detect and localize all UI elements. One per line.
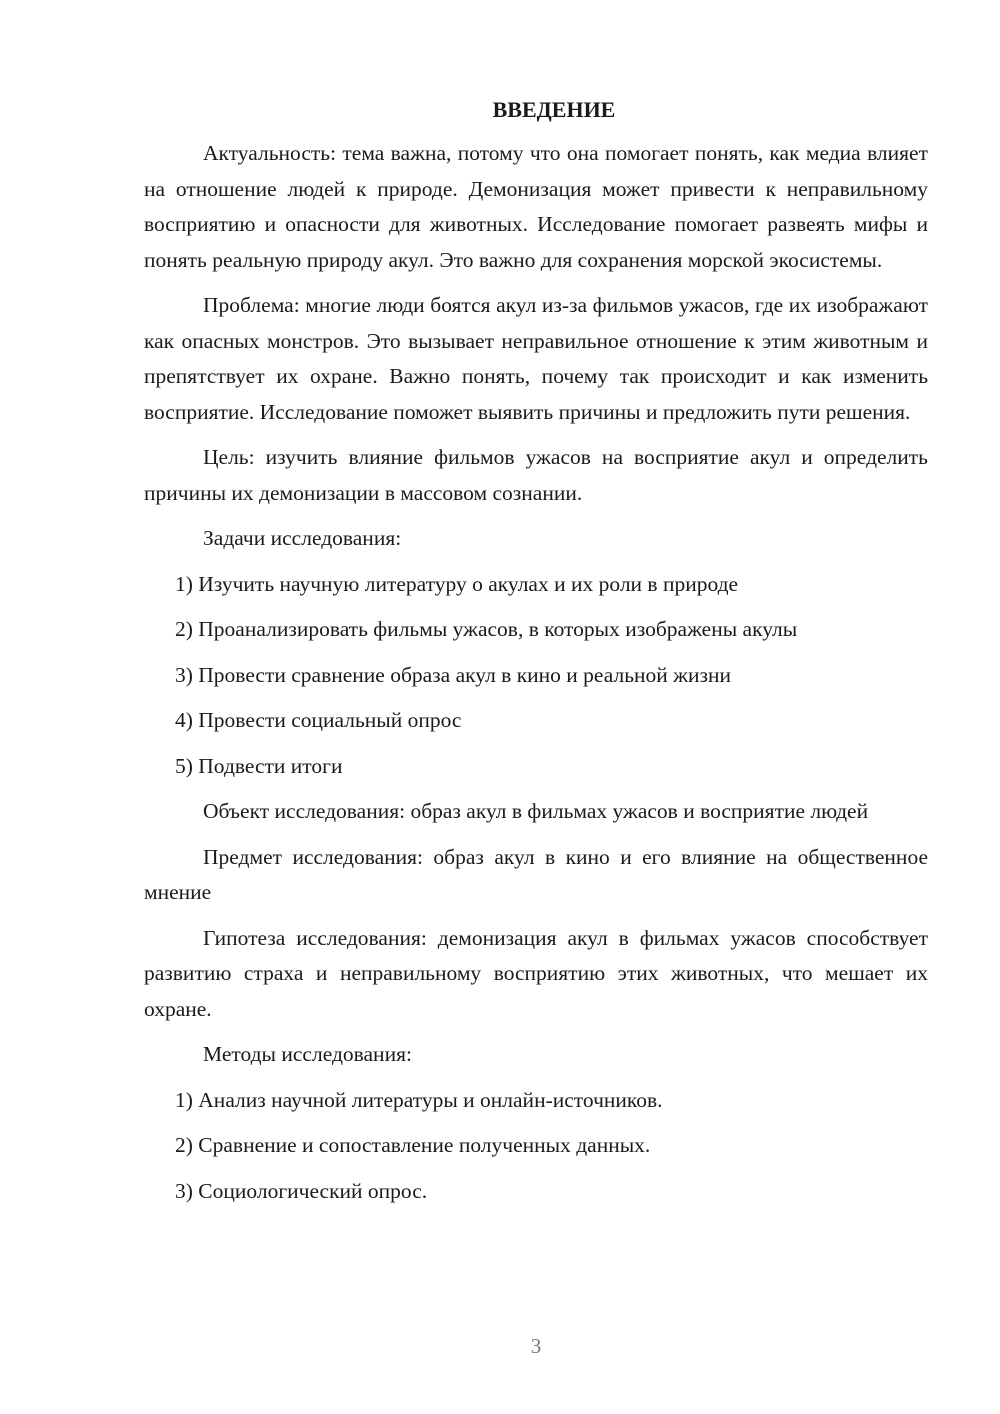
method-item: 1) Анализ научной литературы и онлайн-источников. — [175, 1087, 663, 1112]
section-title: ВВЕДЕНИЕ — [492, 97, 616, 122]
hypothesis-paragraph: Гипотеза исследования: демонизация акул в фильмах ужасов способствует развитию страха и неправильному восприятию этих животных, что мешает их охране. — [144, 925, 928, 1021]
relevance-paragraph: Актуальность: тема важна, потому что она помогает понять, как медиа влияет на отношение людей к природе. Демонизация может привести к неправильному восприятию и опасности для животных. Исследование помогает развеять мифы и понять реальную природу акул. Это важно для сохранения морской экосистемы. — [144, 141, 928, 272]
goal-paragraph: Цель: изучить влияние фильмов ужасов на восприятие акул и определить причины их демонизации в массовом сознании. — [144, 445, 928, 505]
task-item: 3) Провести сравнение образа акул в кино и реальной жизни — [175, 662, 731, 687]
page-number: 3 — [530, 1334, 542, 1358]
problem-paragraph: Проблема: многие люди боятся акул из-за фильмов ужасов, где их изображают как опасных монстров. Это вызывает неправильное отношение к этим животным и препятствует их охране. Важно понять, почему так происходит и как изменить восприятие. Исследование поможет выявить причины и предложить пути решения. — [144, 293, 928, 424]
task-item: 2) Проанализировать фильмы ужасов, в которых изображены акулы — [175, 617, 798, 641]
method-item: 3) Социологический опрос. — [175, 1178, 428, 1203]
methods-heading: Методы исследования: — [203, 1042, 412, 1066]
task-item: 5) Подвести итоги — [175, 753, 343, 778]
tasks-heading: Задачи исследования: — [203, 526, 402, 550]
subject-paragraph: Предмет исследования: образ акул в кино и его влияние на общественное мнение — [144, 844, 928, 904]
task-item: 1) Изучить научную литературу о акулах и их роли в природе — [175, 571, 739, 596]
object-paragraph: Объект исследования: образ акул в фильмах ужасов и восприятие людей — [203, 799, 869, 823]
page-content — [144, 88, 928, 1219]
method-item: 2) Сравнение и сопоставление полученных данных. — [175, 1133, 651, 1157]
task-item: 4) Провести социальный опрос — [175, 708, 462, 732]
